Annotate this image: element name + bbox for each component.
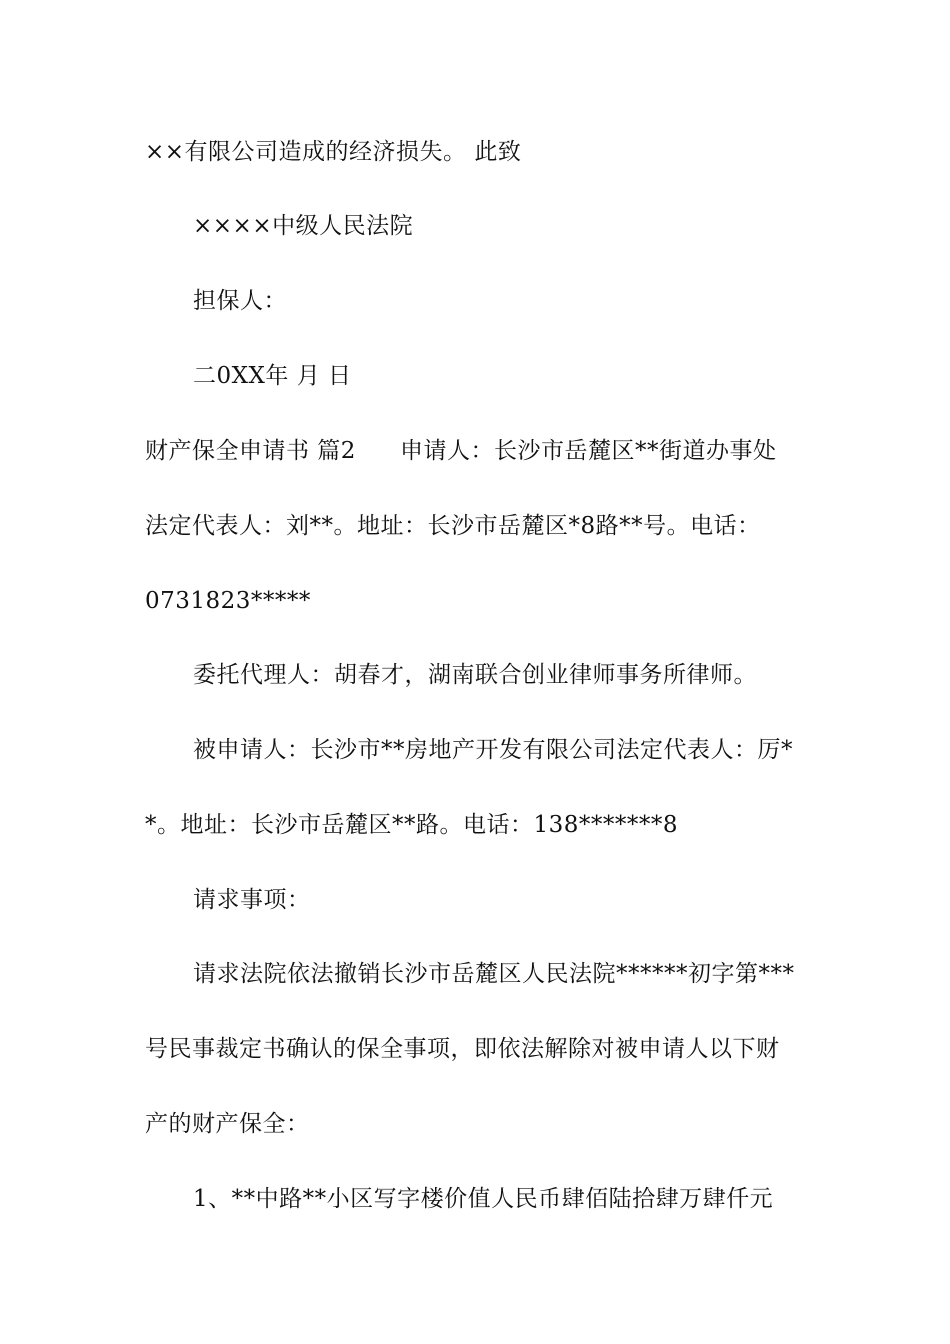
- paragraph-line: ××有限公司造成的经济损失。 此致: [145, 139, 522, 165]
- request-line-2: 号民事裁定书确认的保全事项，即依法解除对被申请人以下财: [145, 1036, 780, 1062]
- request-line-1: 请求法院依法撤销长沙市岳麓区人民法院******初字第***: [193, 961, 795, 987]
- phone-number-line: 0731823*****: [145, 588, 311, 614]
- respondent-line: 被申请人：长沙市**房地产开发有限公司法定代表人：厉*: [193, 737, 793, 763]
- section-title: 财产保全申请书 篇2: [145, 438, 356, 464]
- guarantor-label: 担保人：: [193, 288, 287, 314]
- request-line-3: 产的财产保全：: [145, 1111, 310, 1137]
- agent-line: 委托代理人：胡春才，湖南联合创业律师事务所律师。: [193, 662, 757, 688]
- applicant-line: 申请人：长沙市岳麓区**街道办事处: [399, 438, 777, 464]
- legal-representative-line: 法定代表人：刘**。地址：长沙市岳麓区*8路**号。电话：: [145, 513, 761, 539]
- section-heading-line: [145, 436, 810, 466]
- property-item-1: 1、**中路**小区写字楼价值人民币肆佰陆拾肆万肆仟元: [193, 1186, 774, 1212]
- court-name: ××××中级人民法院: [193, 213, 414, 239]
- respondent-address-line: *。地址：长沙市岳麓区**路。电话：138*******8: [145, 812, 679, 838]
- date-line: 二0XX年 月 日: [193, 363, 352, 389]
- request-heading: 请求事项：: [193, 887, 311, 913]
